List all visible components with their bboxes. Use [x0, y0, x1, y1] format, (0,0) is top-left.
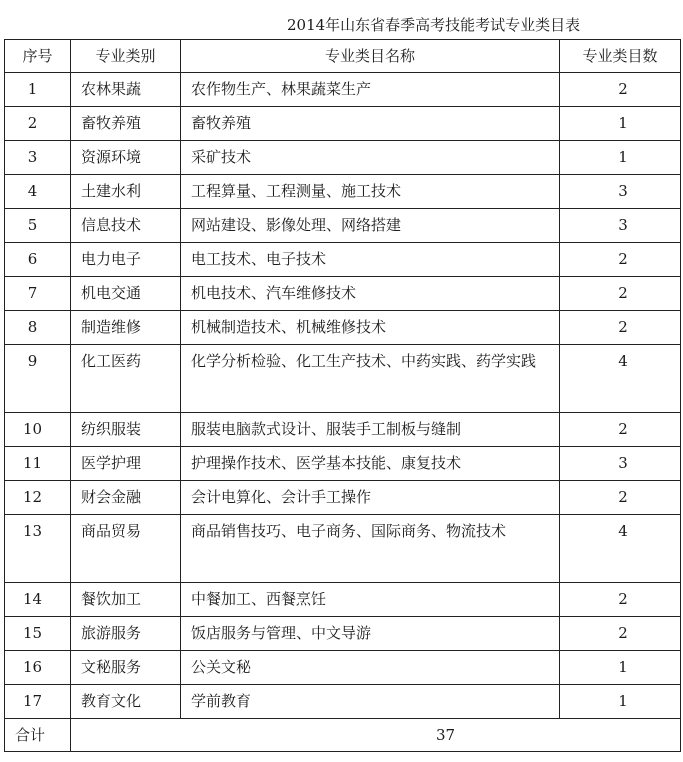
row-index: 17: [5, 685, 71, 719]
table-row: [5, 447, 681, 481]
row-names: 机电技术、汽车维修技术: [181, 277, 560, 311]
table-row: [5, 515, 681, 583]
row-names: 服装电脑款式设计、服装手工制板与缝制: [181, 413, 560, 447]
header-count: 专业类目数: [560, 40, 681, 73]
row-index: 13: [5, 515, 71, 583]
row-count: 1: [560, 651, 681, 685]
row-index: 9: [5, 345, 71, 413]
row-category: 信息技术: [71, 209, 181, 243]
row-category: 旅游服务: [71, 617, 181, 651]
row-count: 4: [560, 345, 681, 413]
row-category: 财会金融: [71, 481, 181, 515]
row-index: 1: [5, 73, 71, 107]
row-count: 3: [560, 175, 681, 209]
table-row: [5, 345, 681, 413]
row-category: 农林果蔬: [71, 73, 181, 107]
row-count: 2: [560, 73, 681, 107]
row-index: 4: [5, 175, 71, 209]
total-label: 合计: [5, 719, 71, 752]
row-index: 6: [5, 243, 71, 277]
row-index: 3: [5, 141, 71, 175]
row-index: 16: [5, 651, 71, 685]
row-index: 10: [5, 413, 71, 447]
row-category: 纺织服装: [71, 413, 181, 447]
row-names: 化学分析检验、化工生产技术、中药实践、药学实践: [181, 345, 560, 413]
table-row: [5, 277, 681, 311]
row-category: 餐饮加工: [71, 583, 181, 617]
row-category: 资源环境: [71, 141, 181, 175]
total-row: [5, 719, 681, 752]
table-row: [5, 311, 681, 345]
row-count: 4: [560, 515, 681, 583]
row-names: 机械制造技术、机械维修技术: [181, 311, 560, 345]
header-row: [5, 40, 681, 73]
table-row: [5, 413, 681, 447]
header-index: 序号: [5, 40, 71, 73]
row-count: 2: [560, 243, 681, 277]
row-category: 土建水利: [71, 175, 181, 209]
row-index: 5: [5, 209, 71, 243]
row-names: 采矿技术: [181, 141, 560, 175]
row-category: 机电交通: [71, 277, 181, 311]
row-names: 公关文秘: [181, 651, 560, 685]
header-category: 专业类别: [71, 40, 181, 73]
table-row: [5, 175, 681, 209]
row-count: 2: [560, 617, 681, 651]
header-names: 专业类目名称: [181, 40, 560, 73]
row-index: 11: [5, 447, 71, 481]
row-count: 2: [560, 277, 681, 311]
row-names: 工程算量、工程测量、施工技术: [181, 175, 560, 209]
row-index: 14: [5, 583, 71, 617]
row-category: 化工医药: [71, 345, 181, 413]
row-names: 网站建设、影像处理、网络搭建: [181, 209, 560, 243]
row-names: 电工技术、电子技术: [181, 243, 560, 277]
table-row: [5, 107, 681, 141]
row-names: 护理操作技术、医学基本技能、康复技术: [181, 447, 560, 481]
row-category: 教育文化: [71, 685, 181, 719]
table-body: [5, 73, 681, 752]
row-names: 商品销售技巧、电子商务、国际商务、物流技术: [181, 515, 560, 583]
table-row: [5, 651, 681, 685]
row-category: 医学护理: [71, 447, 181, 481]
table-row: [5, 617, 681, 651]
row-names: 学前教育: [181, 685, 560, 719]
row-index: 8: [5, 311, 71, 345]
table-row: [5, 243, 681, 277]
row-count: 2: [560, 583, 681, 617]
row-index: 7: [5, 277, 71, 311]
row-names: 会计电算化、会计手工操作: [181, 481, 560, 515]
row-names: 饭店服务与管理、中文导游: [181, 617, 560, 651]
table-row: [5, 685, 681, 719]
row-count: 3: [560, 209, 681, 243]
row-category: 畜牧养殖: [71, 107, 181, 141]
row-count: 1: [560, 141, 681, 175]
row-index: 12: [5, 481, 71, 515]
table-row: [5, 209, 681, 243]
table-title: 2014年山东省春季高考技能考试专业类目表: [287, 16, 581, 34]
table-row: [5, 481, 681, 515]
row-category: 商品贸易: [71, 515, 181, 583]
row-count: 1: [560, 107, 681, 141]
major-category-table: [4, 39, 681, 752]
row-count: 2: [560, 311, 681, 345]
row-category: 制造维修: [71, 311, 181, 345]
row-names: 农作物生产、林果蔬菜生产: [181, 73, 560, 107]
table-row: [5, 141, 681, 175]
row-count: 3: [560, 447, 681, 481]
row-names: 中餐加工、西餐烹饪: [181, 583, 560, 617]
row-index: 2: [5, 107, 71, 141]
row-names: 畜牧养殖: [181, 107, 560, 141]
table-row: [5, 73, 681, 107]
row-count: 2: [560, 481, 681, 515]
total-value: 37: [71, 719, 681, 752]
row-category: 文秘服务: [71, 651, 181, 685]
row-index: 15: [5, 617, 71, 651]
table-row: [5, 583, 681, 617]
row-count: 2: [560, 413, 681, 447]
row-category: 电力电子: [71, 243, 181, 277]
row-count: 1: [560, 685, 681, 719]
